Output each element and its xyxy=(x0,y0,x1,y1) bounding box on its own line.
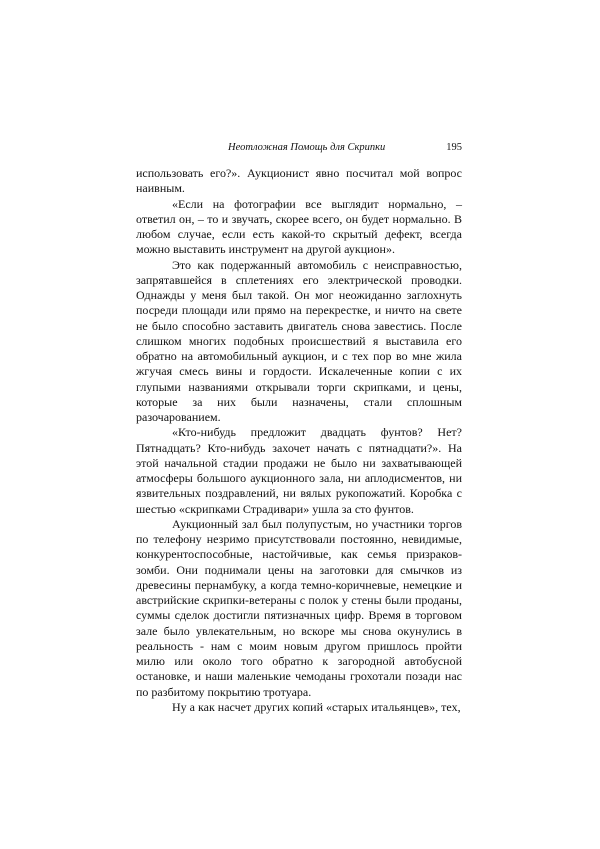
running-title: Неотложная Помощь для Скрипки xyxy=(228,142,386,153)
paragraph-auction-hall: Аукционный зал был полупустым, но участники торгов по телефону незримо присутствовали постоянно, невидимые, конкурентоспособные, настойчивые, как семья призраков-зомби. Они поднимали цены на заготовки для смычков из древесины пернамбуку, а когда темно-коричневые, немецкие и австрийские скрипки-ветераны с полок у стены были проданы, суммы сделок достигли пятизначных цифр. Время в торговом зале было увлекательным, но вскоре мы снова окунулись в реальность - нам с моим новым другом пришлось пройти милю или около того обратно к загородной автобусной остановке, и наши маленькие чемоданы грохотали позади нас по разбитому покрытию тротуара. xyxy=(136,516,462,699)
paragraph-bidding: «Кто-нибудь предложит двадцать фунтов? Нет? Пятнадцать? Кто-нибудь захочет начать с пятнадцати?». На этой начальной стадии продажи не было ни захватывающей атмосферы большого аукционного зала, ни аплодисментов, ни язвительных поздравлений, ни вялых рукопожатий. Коробка с шестью «скрипками Страдивари» ушла за сто фунтов. xyxy=(136,425,462,516)
running-header xyxy=(136,140,462,156)
page-number: 195 xyxy=(446,142,462,153)
body-text xyxy=(136,166,462,715)
paragraph-continued: использовать его?». Аукционист явно посчитал мой вопрос наивным. xyxy=(136,166,462,196)
paragraph-used-car: Это как подержанный автомобиль с неисправностью, запрятавшейся в сплетениях его электрической проводки. Однажды у меня был такой. Он мог неожиданно заглохнуть посреди площади или прямо на перекрестке, и ничто на свете не было способно заставить двигатель снова завестись. После слишком многих подобных происшествий я выставила его обратно на автомобильный аукцион, и с тех пор во мне жила жгучая смесь вины и гордости. Искалеченные копии с их глупыми названиями открывали торги скрипками, и цены, которые за них были назначены, стали сплошным разочарованием. xyxy=(136,257,462,424)
paragraph-auctioneer-reply: «Если на фотографии все выглядит нормально, – ответил он, – то и звучать, скорее всего, он будет нормально. В любом случае, если есть какой-то скрытый дефект, всегда можно выставить инструмент на другой аукцион». xyxy=(136,196,462,257)
paragraph-old-italians: Ну а как насчет других копий «старых итальянцев», тех, xyxy=(172,699,461,714)
